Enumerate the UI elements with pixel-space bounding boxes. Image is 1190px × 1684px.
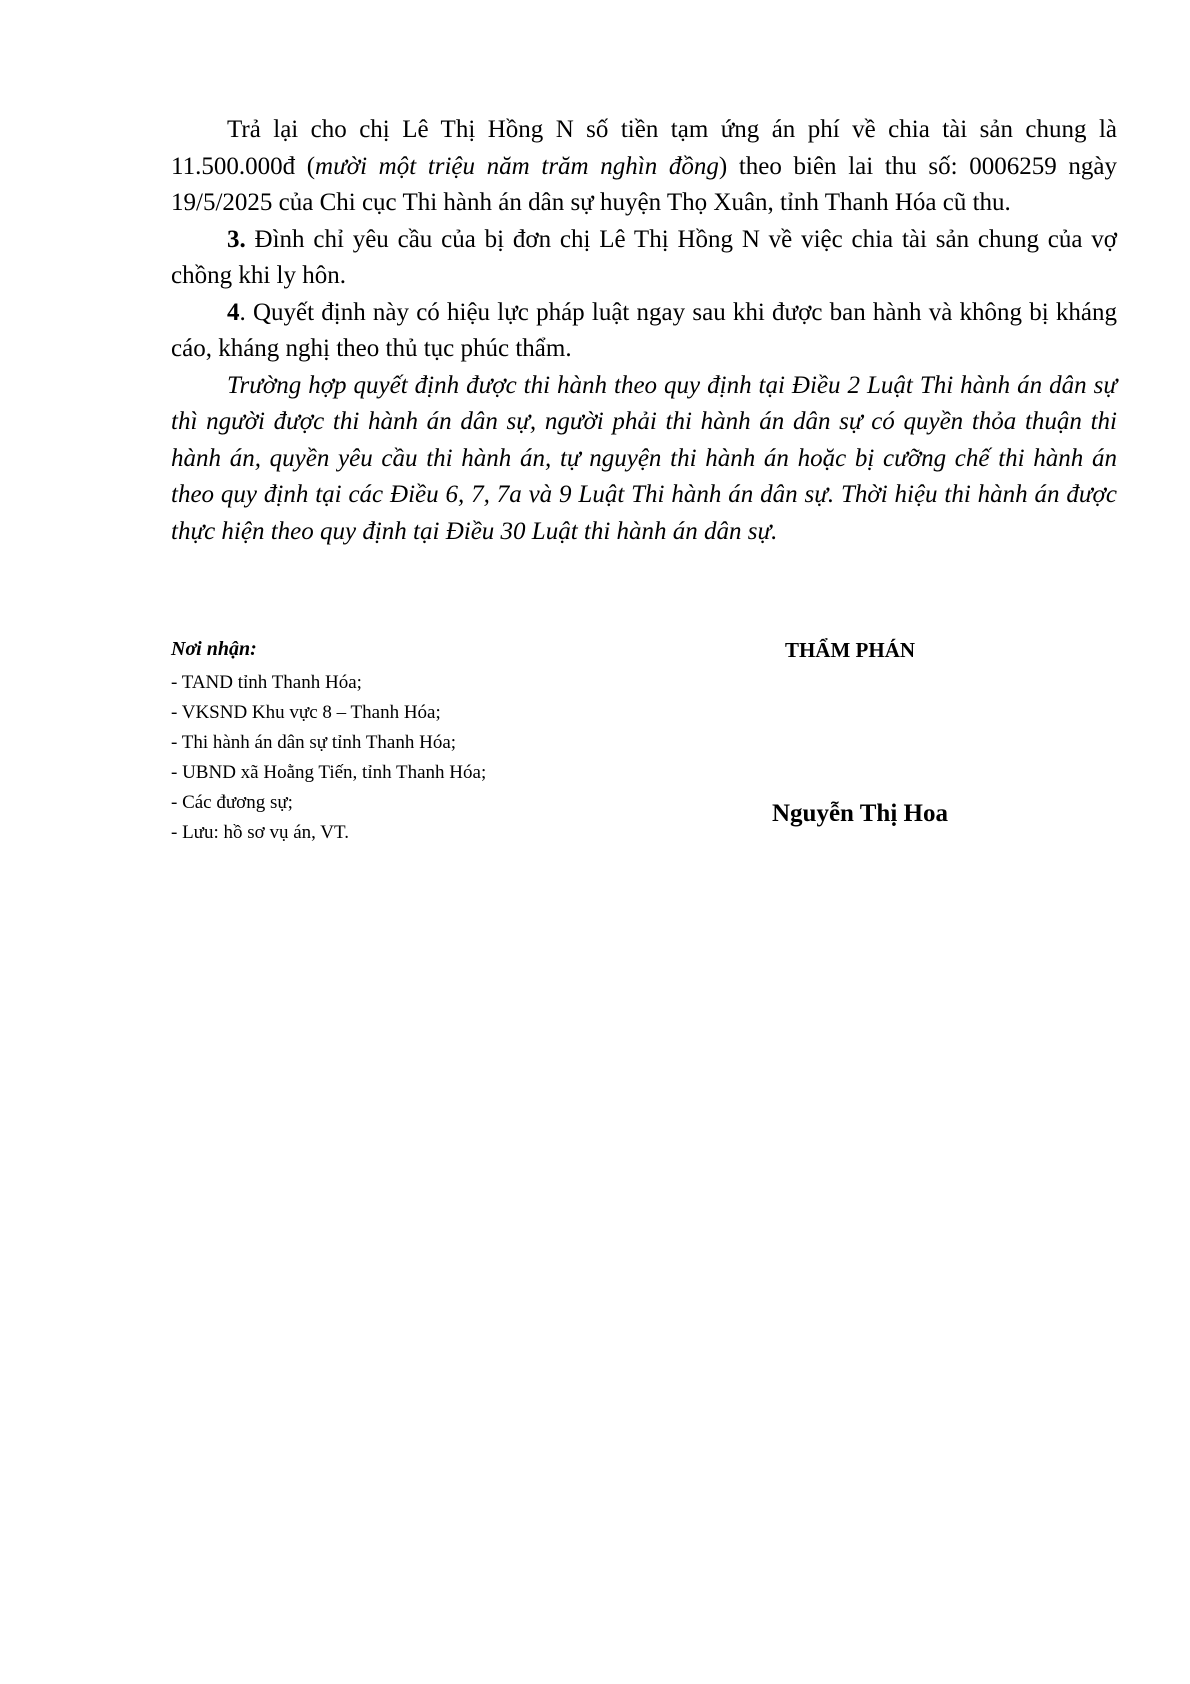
item-4-text: . Quyết định này có hiệu lực pháp luật ngay sau khi được ban hành và không bị kháng cáo, kháng nghị theo thủ tục phúc thẩm. [171,298,1117,362]
refund-paragraph [171,112,1117,222]
item-3-text: Đình chỉ yêu cầu của bị đơn chị Lê Thị Hồng N về việc chia tài sản chung của vợ chồng khi ly hôn. [171,225,1117,289]
recipient-item: - Các đương sự; [171,792,293,813]
item-3-paragraph [171,222,1117,295]
item-3-number: 3. [227,225,246,253]
recipient-item: - VKSND Khu vực 8 – Thanh Hóa; [171,702,441,723]
document-body [171,112,1117,550]
judge-title: THẨM PHÁN [784,638,916,662]
recipients-heading: Nơi nhận: [171,638,257,660]
recipient-item: - Thi hành án dân sự tỉnh Thanh Hóa; [171,732,457,753]
item-4-number: 4 [227,298,240,326]
recipient-item: - Lưu: hồ sơ vụ án, VT. [171,822,349,843]
refund-amount-words: mười một triệu năm trăm nghìn đồng [315,152,719,180]
item-4-paragraph [171,295,1117,368]
refund-text-2: ) theo biên lai thu số: 0006259 ngày 19/5/2025 của Chi cục Thi hành án dân sự huyện Thọ Xuân, tỉnh Thanh Hóa cũ thu. [171,152,1117,216]
recipient-item: - TAND tỉnh Thanh Hóa; [171,672,362,693]
recipient-item: - UBND xã Hoằng Tiến, tỉnh Thanh Hóa; [171,762,487,783]
refund-text-1: Trả lại cho chị Lê Thị Hồng N số tiền tạm ứng án phí về chia tài sản chung là 11.500.000đ ( [171,116,1117,180]
recipients-block [171,638,611,848]
execution-note-paragraph: Trường hợp quyết định được thi hành theo quy định tại Điều 2 Luật Thi hành án dân sự thì người được thi hành án dân sự, người phải thi hành án dân sự có quyền thỏa thuận thi hành án, quyền yêu cầu thi hành án, tự nguyện thi hành án hoặc bị cưỡng chế thi hành án theo quy định tại các Điều 6, 7, 7a và 9 Luật Thi hành án dân sự. Thời hiệu thi hành án được thực hiện theo quy định tại Điều 30 Luật thi hành án dân sự. [171,371,1117,545]
judge-name: Nguyễn Thị Hoa [772,800,948,827]
